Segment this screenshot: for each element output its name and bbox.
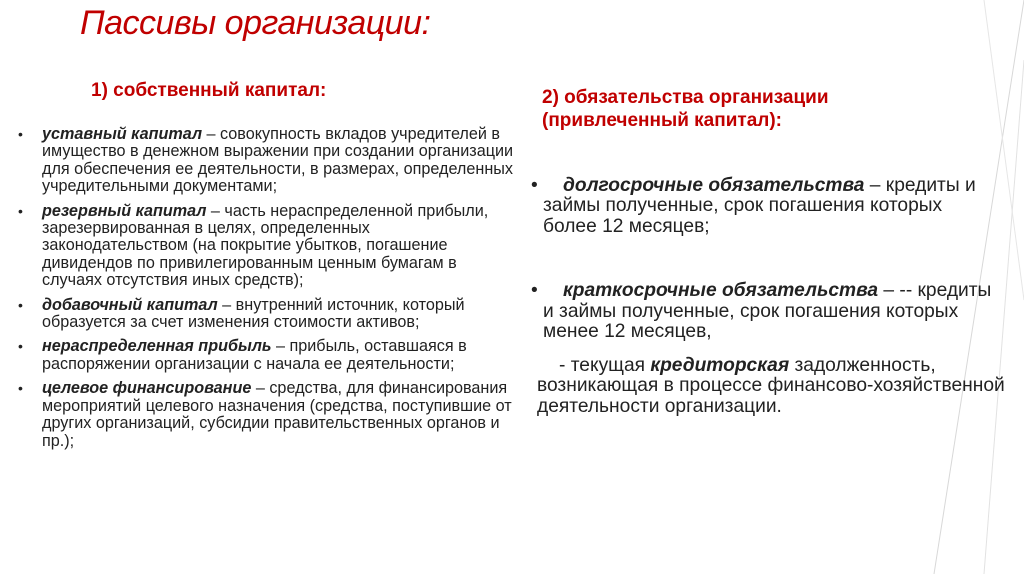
bullet-icon: • xyxy=(531,280,538,302)
current-payables-text xyxy=(537,356,1007,417)
list-item-term: уставный капитал xyxy=(42,125,203,143)
list-item-text: – средства, для финансирования мероприятий целевого назначения (средства, поступившие от других организаций, субсидии правительственных органов и пр.); xyxy=(42,379,512,450)
list-item-term: нераспределенная прибыль xyxy=(42,337,272,356)
list-item-term: добавочный капитал xyxy=(42,295,218,314)
bullet-icon: • xyxy=(18,126,23,142)
bullet-icon: • xyxy=(18,380,23,397)
list-item-term: долгосрочные обязательства xyxy=(563,175,865,196)
bullet-icon: • xyxy=(18,338,23,355)
equity-list xyxy=(16,126,516,457)
extra-term: кредиторская xyxy=(650,355,790,376)
list-item-term: целевое финансирование xyxy=(42,379,252,398)
list-item-term: резервный капитал xyxy=(42,201,207,220)
list-item xyxy=(16,297,516,332)
list-item-term: краткосрочные обязательства xyxy=(563,280,879,302)
bullet-icon: • xyxy=(18,202,23,219)
list-item xyxy=(531,281,1001,342)
list-item xyxy=(16,126,516,196)
list-item-text: – кредиты и займы полученные, срок погашения которых более 12 месяцев; xyxy=(543,175,976,237)
list-item xyxy=(531,176,1001,237)
list-item-text: – прибыль, оставшаяся в распоряжении организации с начала ее деятельности; xyxy=(42,337,467,373)
right-column-heading xyxy=(542,86,829,132)
right-heading-line-1: 2) обязательства организации xyxy=(542,87,829,108)
list-item-text: – совокупность вкладов учредителей в имущество в денежном выражении при создании организации для обеспечения ее деятельности, в размерах, определенных учредительными документами; xyxy=(42,125,514,196)
list-item xyxy=(16,203,516,290)
bullet-icon: • xyxy=(531,175,538,196)
list-item-text: – внутренний источник, который образуется за счет изменения стоимости активов; xyxy=(42,295,465,332)
liabilities-list xyxy=(531,176,1001,342)
list-item-text: – -- кредиты и займы полученные, срок погашения которых менее 12 месяцев, xyxy=(543,280,992,343)
left-column-heading: 1) собственный капитал: xyxy=(91,80,327,101)
list-item xyxy=(16,380,516,450)
slide-title: Пассивы организации: xyxy=(80,4,431,42)
bullet-icon: • xyxy=(18,296,23,313)
extra-prefix: - текущая xyxy=(559,355,651,376)
extra-text: задолженность, возникающая в процессе финансово-хозяйственной деятельности организации. xyxy=(537,355,1005,417)
list-item-text: – часть нераспределенной прибыли, зарезервированная в целях, определенных законодательством (на покрытие убытков, погашение дивидендов по привилегированным ценным бумагам в случаях отсутствия иных средств); xyxy=(42,201,489,290)
list-item xyxy=(16,338,516,373)
right-heading-line-2: (привлеченный капитал): xyxy=(542,110,782,131)
